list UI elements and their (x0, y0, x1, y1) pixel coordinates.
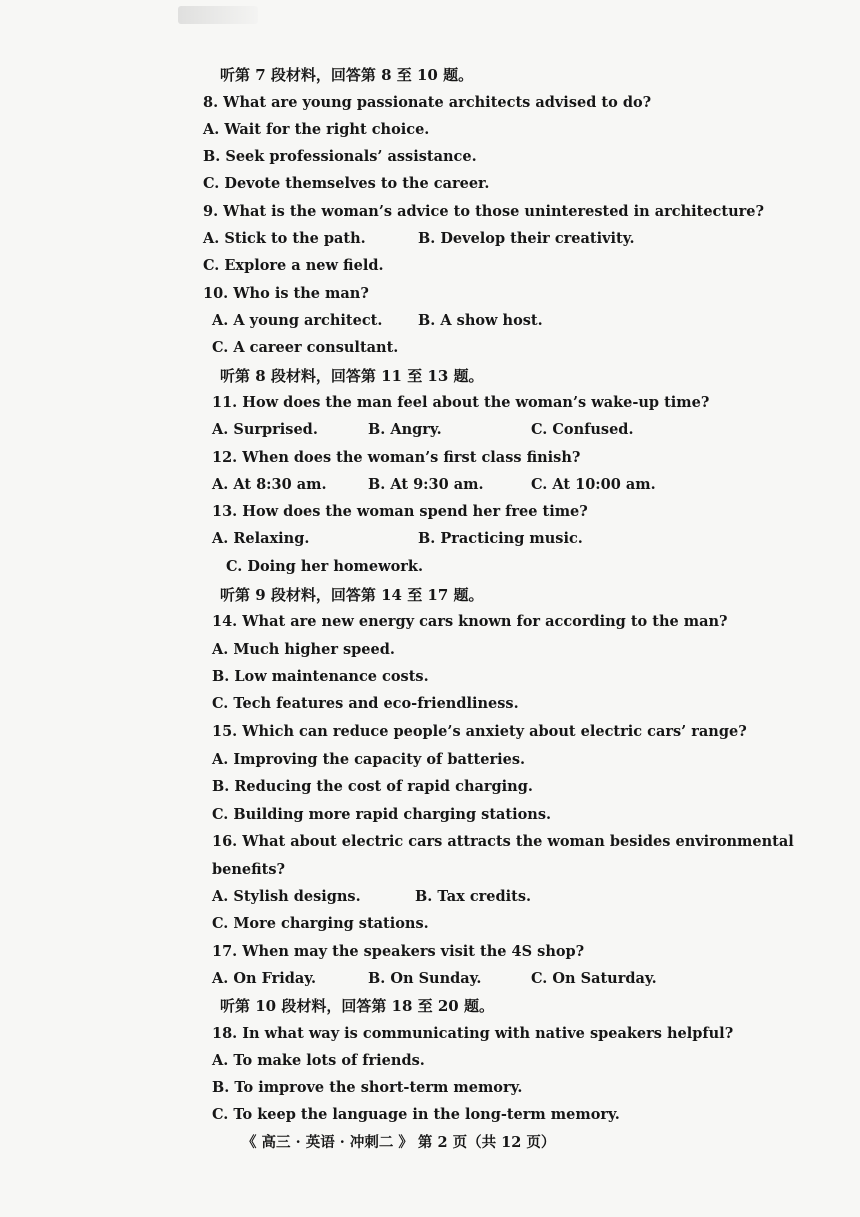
option: A. On Friday. (212, 970, 317, 987)
option: C. Devote themselves to the career. (203, 175, 490, 192)
option: C. Tech features and eco-friendliness. (212, 695, 519, 712)
question-stem: 17. When may the speakers visit the 4S shop? (212, 943, 585, 960)
section-heading: 听第 10 段材料，回答第 18 至 20 题。 (220, 997, 494, 1015)
question-stem: 15. Which can reduce people’s anxiety about electric cars’ range? (212, 723, 747, 740)
question-stem-continued: benefits? (212, 861, 286, 878)
option: B. Angry. (368, 421, 442, 438)
option: B. Reducing the cost of rapid charging. (212, 778, 533, 795)
question-stem: 14. What are new energy cars known for according to the man? (212, 613, 728, 630)
option: B. Practicing music. (418, 530, 583, 547)
option: B. Tax credits. (415, 888, 532, 905)
question-stem: 8. What are young passionate architects advised to do? (203, 94, 652, 111)
option: A. Much higher speed. (212, 641, 395, 658)
option: A. Improving the capacity of batteries. (212, 751, 526, 768)
option: C. A career consultant. (212, 339, 399, 356)
section-heading: 听第 9 段材料，回答第 14 至 17 题。 (220, 586, 484, 604)
question-stem: 13. How does the woman spend her free time? (212, 503, 588, 520)
option: C. More charging stations. (212, 915, 429, 932)
option: A. Surprised. (212, 421, 318, 438)
page-footer: 《 高三 · 英语 · 冲刺二 》 第 2 页（共 12 页） (242, 1134, 556, 1151)
option: A. To make lots of friends. (212, 1052, 425, 1069)
option: C. Explore a new field. (203, 257, 384, 274)
option: A. Stylish designs. (212, 888, 361, 905)
option: A. Wait for the right choice. (203, 121, 430, 138)
option: B. To improve the short-term memory. (212, 1079, 523, 1096)
option: C. Doing her homework. (226, 558, 423, 575)
option: C. Confused. (531, 421, 634, 438)
question-stem: 9. What is the woman’s advice to those uninterested in architecture? (203, 203, 764, 220)
scan-artifact (178, 6, 258, 24)
question-stem: 18. In what way is communicating with native speakers helpful? (212, 1025, 734, 1042)
option: B. Low maintenance costs. (212, 668, 429, 685)
option: B. A show host. (418, 312, 543, 329)
question-stem: 12. When does the woman’s first class finish? (212, 449, 581, 466)
option: B. At 9:30 am. (368, 476, 484, 493)
option: B. On Sunday. (368, 970, 482, 987)
question-stem: 16. What about electric cars attracts the woman besides environmental (212, 833, 794, 850)
option: C. On Saturday. (531, 970, 657, 987)
section-heading: 听第 7 段材料，回答第 8 至 10 题。 (220, 66, 474, 84)
section-heading: 听第 8 段材料，回答第 11 至 13 题。 (220, 367, 484, 385)
question-stem: 10. Who is the man? (203, 285, 369, 302)
option: A. A young architect. (212, 312, 383, 329)
option: C. At 10:00 am. (531, 476, 656, 493)
option: B. Seek professionals’ assistance. (203, 148, 477, 165)
option: A. Stick to the path. (203, 230, 366, 247)
option: B. Develop their creativity. (418, 230, 635, 247)
option: A. Relaxing. (212, 530, 310, 547)
question-stem: 11. How does the man feel about the woman’s wake-up time? (212, 394, 710, 411)
option: A. At 8:30 am. (212, 476, 327, 493)
option: C. To keep the language in the long-term memory. (212, 1106, 620, 1123)
option: C. Building more rapid charging stations. (212, 806, 552, 823)
